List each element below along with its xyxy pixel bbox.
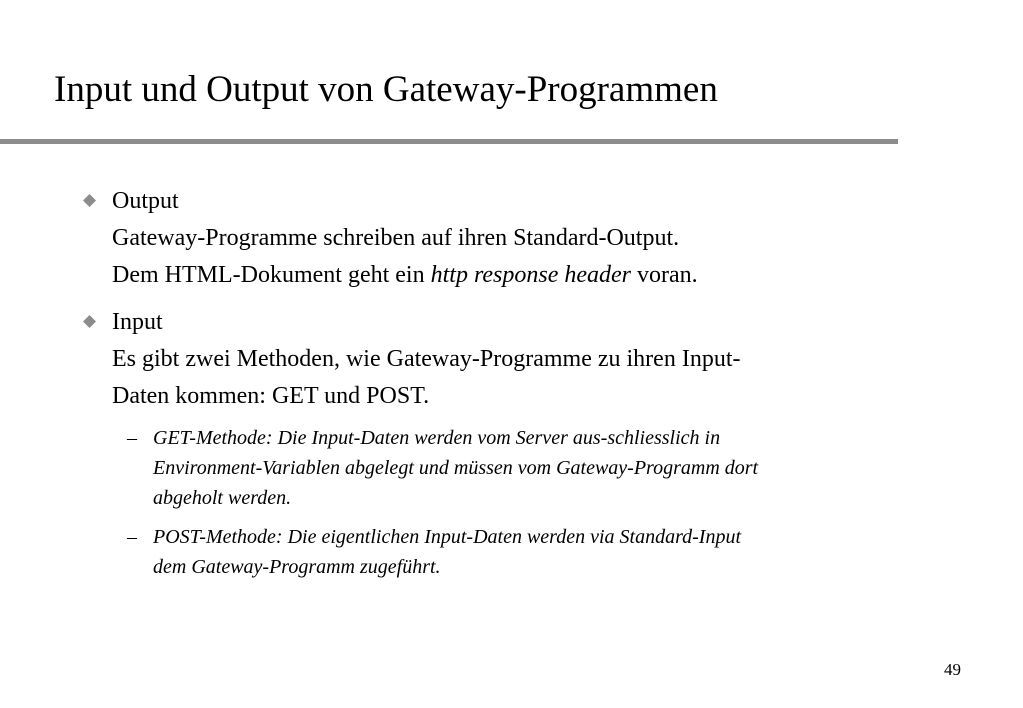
slide-title: Input und Output von Gateway-Programmen bbox=[54, 69, 718, 110]
bullet-input-text bbox=[112, 304, 972, 415]
bullet-heading: Input bbox=[112, 309, 163, 335]
bullet-output-text bbox=[112, 183, 972, 294]
line-prefix: Dem HTML-Dokument geht ein bbox=[112, 262, 431, 288]
bullet-line bbox=[112, 257, 972, 294]
sub-item-line: Environment-Variablen abgelegt und müssen vom Gateway-Programm dort bbox=[153, 457, 759, 479]
sub-item-text bbox=[153, 423, 963, 513]
sub-item-line: GET-Methode: Die Input-Daten werden vom Server aus-schliesslich in bbox=[153, 427, 721, 449]
diamond-bullet-icon bbox=[83, 194, 96, 207]
sub-item-line: dem Gateway-Programm zugeführt. bbox=[153, 556, 441, 578]
sub-item-text bbox=[153, 522, 963, 582]
dash-bullet: – bbox=[127, 427, 137, 449]
bullet-heading: Output bbox=[112, 188, 179, 214]
sub-item-line: POST-Methode: Die eigentlichen Input-Daten werden via Standard-Input bbox=[153, 526, 741, 548]
bullet-line: Daten kommen: GET und POST. bbox=[112, 383, 430, 409]
bullet-line: Gateway-Programme schreiben auf ihren Standard-Output. bbox=[112, 225, 680, 251]
diamond-bullet-icon bbox=[83, 315, 96, 328]
emphasis-text: http response header bbox=[430, 262, 632, 288]
bullet-line: Es gibt zwei Methoden, wie Gateway-Programme zu ihren Input- bbox=[112, 346, 741, 372]
sub-item-line: abgeholt werden. bbox=[153, 487, 292, 509]
title-divider bbox=[0, 139, 898, 144]
page-number: 49 bbox=[944, 660, 961, 679]
dash-bullet: – bbox=[127, 526, 137, 548]
line-suffix: voran. bbox=[631, 262, 698, 288]
